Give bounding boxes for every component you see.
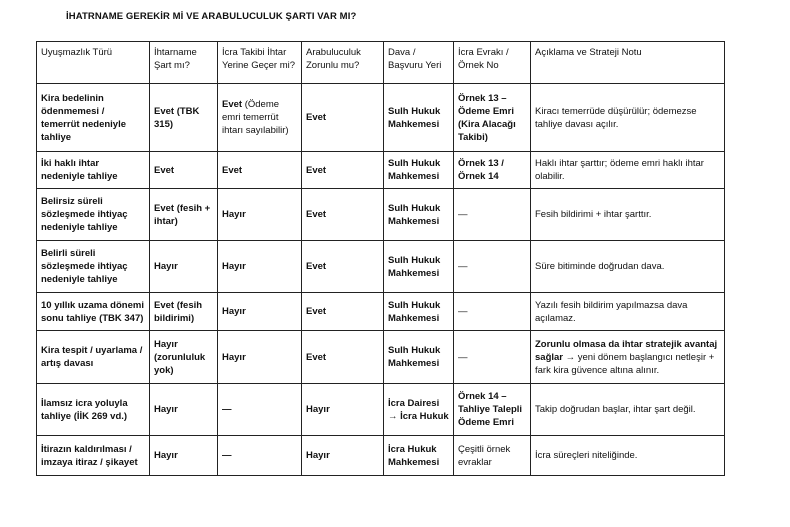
column-header: Arabuluculuk Zorunlu mu? [302,42,384,84]
strategy-note-cell: İcra süreçleri niteliğinde. [531,436,725,476]
mediation-required-cell: Evet [302,331,384,384]
table-row [37,241,725,293]
enforcement-replaces-notice-cell [218,84,302,152]
enforcement-answer: Evet [222,99,243,110]
venue-cell: Sulh Hukuk Mahkemesi [384,152,454,189]
venue-cell: Sulh Hukuk Mahkemesi [384,293,454,331]
notice-required-cell: Evet [150,152,218,189]
enforcement-replaces-notice-cell: Hayır [218,241,302,293]
venue-cell: Sulh Hukuk Mahkemesi [384,241,454,293]
table-row [37,152,725,189]
strategy-note-cell: Fesih bildirimi + ihtar şarttır. [531,189,725,241]
column-header: Dava / Başvuru Yeri [384,42,454,84]
venue-cell: Sulh Hukuk Mahkemesi [384,189,454,241]
venue-cell: Sulh Hukuk Mahkemesi [384,84,454,152]
dispute-type-cell: 10 yıllık uzama dönemi sonu tahliye (TBK 347) [37,293,150,331]
enforcement-replaces-notice-cell: Evet [218,152,302,189]
dispute-type-cell: İki haklı ihtar nedeniyle tahliye [37,152,150,189]
enforcement-detail: (Ödeme emri temerrüt ihtarı sayılabilir) [222,99,289,136]
strategy-note-cell: Yazılı fesih bildirim yapılmazsa dava açılamaz. [531,293,725,331]
mediation-required-cell: Evet [302,189,384,241]
page-title: İHATRNAME GEREKİR Mİ VE ARABULUCULUK ŞARTI VAR MI? [66,11,357,22]
dispute-type-cell: Belirli süreli sözleşmede ihtiyaç nedeniyle tahliye [37,241,150,293]
mediation-required-cell: Evet [302,84,384,152]
table-row [37,331,725,384]
strategy-note-cell: Haklı ihtar şarttır; ödeme emri haklı ihtar olabilir. [531,152,725,189]
dispute-type-cell: İlamsız icra yoluyla tahliye (İİK 269 vd.) [37,384,150,436]
notice-required-cell: Hayır [150,384,218,436]
comparison-table [36,41,725,476]
form-number-cell: Örnek 13 – Ödeme Emri (Kira Alacağı Takibi) [454,84,531,152]
notice-required-cell: Hayır [150,241,218,293]
form-number-cell: — [454,293,531,331]
mediation-required-cell: Evet [302,241,384,293]
notice-required-cell: Evet (fesih bildirimi) [150,293,218,331]
table-row [37,436,725,476]
dispute-type-cell: Belirsiz süreli sözleşmede ihtiyaç nedeniyle tahliye [37,189,150,241]
dispute-type-cell: İtirazın kaldırılması / imzaya itiraz / şikayet [37,436,150,476]
dispute-type-cell: Kira tespit / uyarlama / artış davası [37,331,150,384]
column-header: Uyuşmazlık Türü [37,42,150,84]
strategy-note-cell [531,331,725,384]
column-header: Açıklama ve Strateji Notu [531,42,725,84]
enforcement-replaces-notice-cell: — [218,436,302,476]
column-header: İcra Evrakı / Örnek No [454,42,531,84]
table-row [37,293,725,331]
venue-cell: Sulh Hukuk Mahkemesi [384,331,454,384]
table-header-row [37,42,725,84]
form-number-cell: Örnek 14 – Tahliye Talepli Ödeme Emri [454,384,531,436]
enforcement-replaces-notice-cell: Hayır [218,293,302,331]
enforcement-replaces-notice-cell: Hayır [218,331,302,384]
table-row [37,189,725,241]
strategy-note-cell: Süre bitiminde doğrudan dava. [531,241,725,293]
table-row [37,384,725,436]
notice-required-cell: Hayır (zorunluluk yok) [150,331,218,384]
table-row [37,84,725,152]
strategy-note-cell: Kiracı temerrüde düşürülür; ödemezse tahliye davası açılır. [531,84,725,152]
mediation-required-cell: Evet [302,293,384,331]
strategy-note-emphasis: Zorunlu olmasa da ihtar stratejik avantaj sağlar [535,338,718,363]
notice-required-cell: Evet (fesih + ihtar) [150,189,218,241]
mediation-required-cell: Hayır [302,436,384,476]
mediation-required-cell: Evet [302,152,384,189]
form-number-cell: Çeşitli örnek evraklar [454,436,531,476]
strategy-note-detail: → yeni dönem başlangıcı netleşir + fark kira güvence altına alınır. [535,351,715,376]
form-number-cell: — [454,241,531,293]
column-header: İcra Takibi İhtar Yerine Geçer mi? [218,42,302,84]
dispute-type-cell: Kira bedelinin ödenmemesi / temerrüt nedeniyle tahliye [37,84,150,152]
form-number-cell: Örnek 13 / Örnek 14 [454,152,531,189]
enforcement-replaces-notice-cell: — [218,384,302,436]
venue-cell: İcra Dairesi → İcra Hukuk [384,384,454,436]
form-number-cell: — [454,189,531,241]
strategy-note-cell: Takip doğrudan başlar, ihtar şart değil. [531,384,725,436]
mediation-required-cell: Hayır [302,384,384,436]
form-number-cell: — [454,331,531,384]
venue-cell: İcra Hukuk Mahkemesi [384,436,454,476]
column-header: İhtarname Şart mı? [150,42,218,84]
enforcement-replaces-notice-cell: Hayır [218,189,302,241]
notice-required-cell: Evet (TBK 315) [150,84,218,152]
notice-required-cell: Hayır [150,436,218,476]
